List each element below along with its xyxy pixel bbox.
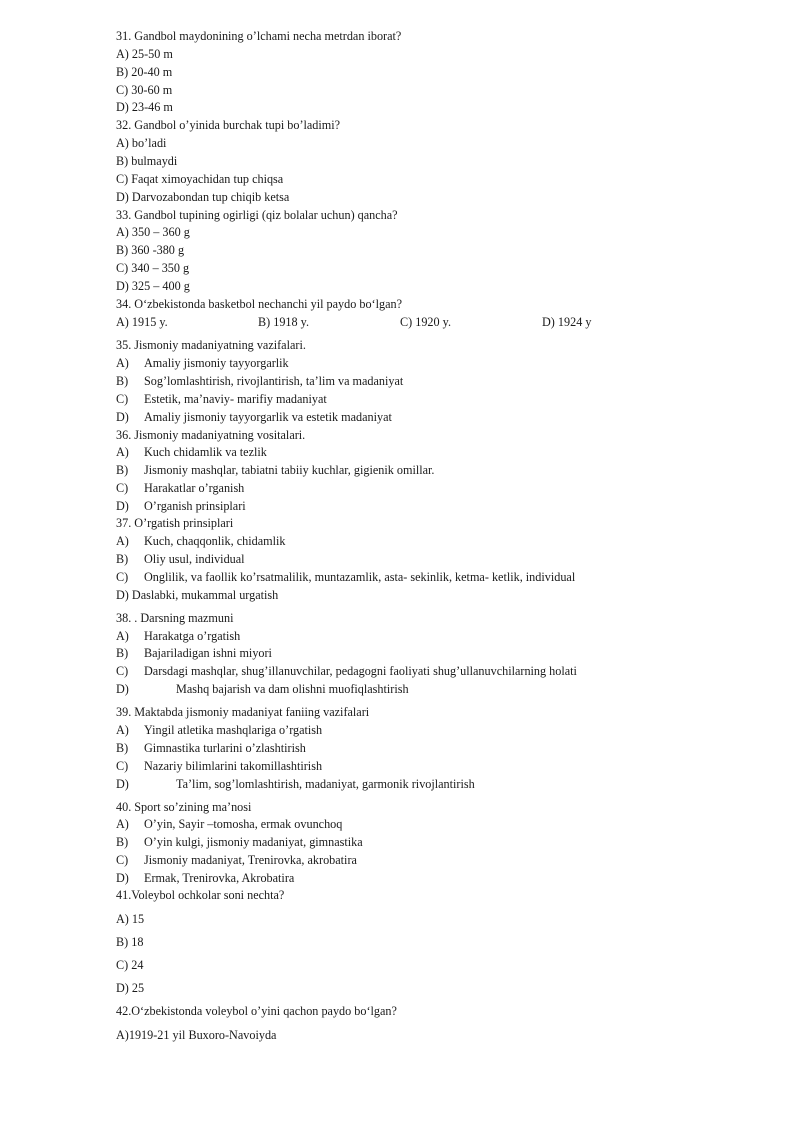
option-key: C) [116, 853, 129, 867]
question-31: 31. Gandbol maydonining o’lchami necha metrdan iborat? [116, 29, 402, 43]
option-key: B) [116, 741, 129, 755]
question-35: 35. Jismoniy madaniyatning vazifalari. [116, 338, 306, 352]
option-key: A) [116, 445, 129, 459]
q36-option-d [116, 499, 246, 514]
question-34: 34. O‘zbekistonda basketbol nechanchi yil paydo bo‘lgan? [116, 297, 402, 311]
q41-option-c: C) 24 [116, 958, 144, 972]
q41-option-d: D) 25 [116, 981, 145, 995]
q31-option-c: C) 30-60 m [116, 83, 173, 97]
q34-option-d: D) 1924 y [542, 315, 592, 329]
option-key: D) [116, 777, 129, 791]
option-key: A) [116, 723, 129, 737]
option-text: Yingil atletika mashqlariga o’rgatish [144, 723, 323, 737]
q34-option-a: A) 1915 y. [116, 315, 168, 329]
option-text: Ermak, Trenirovka, Akrobatira [144, 871, 295, 885]
q41-option-b: B) 18 [116, 935, 144, 949]
q37-option-d: D) Daslabki, mukammal urgatish [116, 588, 279, 602]
option-key: C) [116, 664, 129, 678]
q42-option-a: A)1919-21 yil Buxoro-Navoiyda [116, 1028, 277, 1042]
option-text: Onglilik, va faollik ko’rsatmalilik, muntazamlik, asta- sekinlik, ketma- ketlik, individual [144, 570, 576, 584]
option-text: Harakatlar o’rganish [144, 481, 245, 495]
q37-option-b [116, 552, 245, 567]
question-32: 32. Gandbol o’yinida burchak tupi bo’ladimi? [116, 118, 341, 132]
q37-option-a [116, 534, 285, 549]
option-text: Estetik, ma’naviy- marifiy madaniyat [144, 392, 327, 406]
q33-option-d: D) 325 – 400 g [116, 279, 190, 293]
q33-option-b: B) 360 -380 g [116, 243, 185, 257]
q39-option-a [116, 723, 322, 738]
q37-option-c [116, 570, 575, 585]
option-text: Jismoniy mashqlar, tabiatni tabiiy kuchlar, gigienik omillar. [144, 463, 435, 477]
option-text: Mashq bajarish va dam olishni muofiqlashtirish [176, 682, 409, 696]
option-key: D) [116, 410, 129, 424]
q32-option-c: C) Faqat ximoyachidan tup chiqsa [116, 172, 284, 186]
option-text: Amaliy jismoniy tayyorgarlik [144, 356, 289, 370]
option-text: Darsdagi mashqlar, shug’illanuvchilar, pedagogni faoliyati shug’ullanuvchilarning holati [144, 664, 577, 678]
q31-option-b: B) 20-40 m [116, 65, 173, 79]
option-text: Harakatga o’rgatish [144, 629, 241, 643]
q35-option-b [116, 374, 403, 389]
question-38: 38. . Darsning mazmuni [116, 611, 234, 625]
q40-option-b [116, 835, 363, 850]
option-text: O’yin, Sayir –tomosha, ermak ovunchoq [144, 817, 343, 831]
option-key: C) [116, 759, 129, 773]
question-33: 33. Gandbol tupining ogirligi (qiz bolalar uchun) qancha? [116, 208, 398, 222]
option-text: Sog’lomlashtirish, rivojlantirish, ta’lim va madaniyat [144, 374, 404, 388]
question-36: 36. Jismoniy madaniyatning vositalari. [116, 428, 306, 442]
q33-option-c: C) 340 – 350 g [116, 261, 190, 275]
q38-option-b [116, 646, 272, 661]
q36-option-c [116, 481, 244, 496]
option-key: C) [116, 392, 129, 406]
q39-option-c [116, 759, 322, 774]
option-key: A) [116, 356, 129, 370]
q35-option-a [116, 356, 289, 371]
option-key: B) [116, 835, 129, 849]
option-key: D) [116, 499, 129, 513]
option-key: B) [116, 463, 129, 477]
option-key: A) [116, 629, 129, 643]
q34-option-c: C) 1920 y. [400, 315, 452, 329]
option-text: O’rganish prinsiplari [144, 499, 246, 513]
option-key: D) [116, 871, 129, 885]
option-text: Nazariy bilimlarini takomillashtirish [144, 759, 323, 773]
option-text: Oliy usul, individual [144, 552, 245, 566]
q40-option-d [116, 871, 294, 886]
option-text: Kuch, chaqqonlik, chidamlik [144, 534, 286, 548]
q38-option-d [116, 682, 409, 697]
option-text: Jismoniy madaniyat, Trenirovka, akrobatira [144, 853, 357, 867]
q41-option-a: A) 15 [116, 912, 145, 926]
option-text: Amaliy jismoniy tayyorgarlik va estetik madaniyat [144, 410, 392, 424]
q36-option-a [116, 445, 267, 460]
option-key: C) [116, 570, 129, 584]
q35-option-c [116, 392, 327, 407]
q39-option-b [116, 741, 306, 756]
option-key: B) [116, 646, 129, 660]
option-text: Gimnastika turlarini o’zlashtirish [144, 741, 306, 755]
option-key: A) [116, 817, 129, 831]
q32-option-b: B) bulmaydi [116, 154, 178, 168]
q38-option-a [116, 629, 240, 644]
option-text: O’yin kulgi, jismoniy madaniyat, gimnastika [144, 835, 363, 849]
question-37: 37. O’rgatish prinsiplari [116, 516, 234, 530]
question-42: 42.O‘zbekistonda voleybol o’yini qachon paydo bo‘lgan? [116, 1004, 397, 1018]
option-text: Kuch chidamlik va tezlik [144, 445, 267, 459]
option-key: C) [116, 481, 129, 495]
option-key: A) [116, 534, 129, 548]
q32-option-d: D) Darvozabondan tup chiqib ketsa [116, 190, 290, 204]
q40-option-a [116, 817, 342, 832]
q33-option-a: A) 350 – 360 g [116, 225, 190, 239]
q39-option-d [116, 777, 475, 792]
q34-option-b: B) 1918 y. [258, 315, 310, 329]
q35-option-d [116, 410, 392, 425]
q31-option-a: A) 25-50 m [116, 47, 173, 61]
q32-option-a: A) bo’ladi [116, 136, 167, 150]
question-39: 39. Maktabda jismoniy madaniyat faniing vazifalari [116, 705, 370, 719]
question-40: 40. Sport so’zining ma’nosi [116, 800, 252, 814]
q31-option-d: D) 23-46 m [116, 100, 173, 114]
q38-option-c [116, 664, 577, 679]
option-text: Bajariladigan ishni miyori [144, 646, 272, 660]
q36-option-b [116, 463, 434, 478]
q40-option-c [116, 853, 357, 868]
option-key: B) [116, 552, 129, 566]
option-key: B) [116, 374, 129, 388]
option-key: D) [116, 682, 129, 696]
question-41: 41.Voleybol ochkolar soni nechta? [116, 888, 285, 902]
option-text: Ta’lim, sog’lomlashtirish, madaniyat, garmonik rivojlantirish [176, 777, 475, 791]
